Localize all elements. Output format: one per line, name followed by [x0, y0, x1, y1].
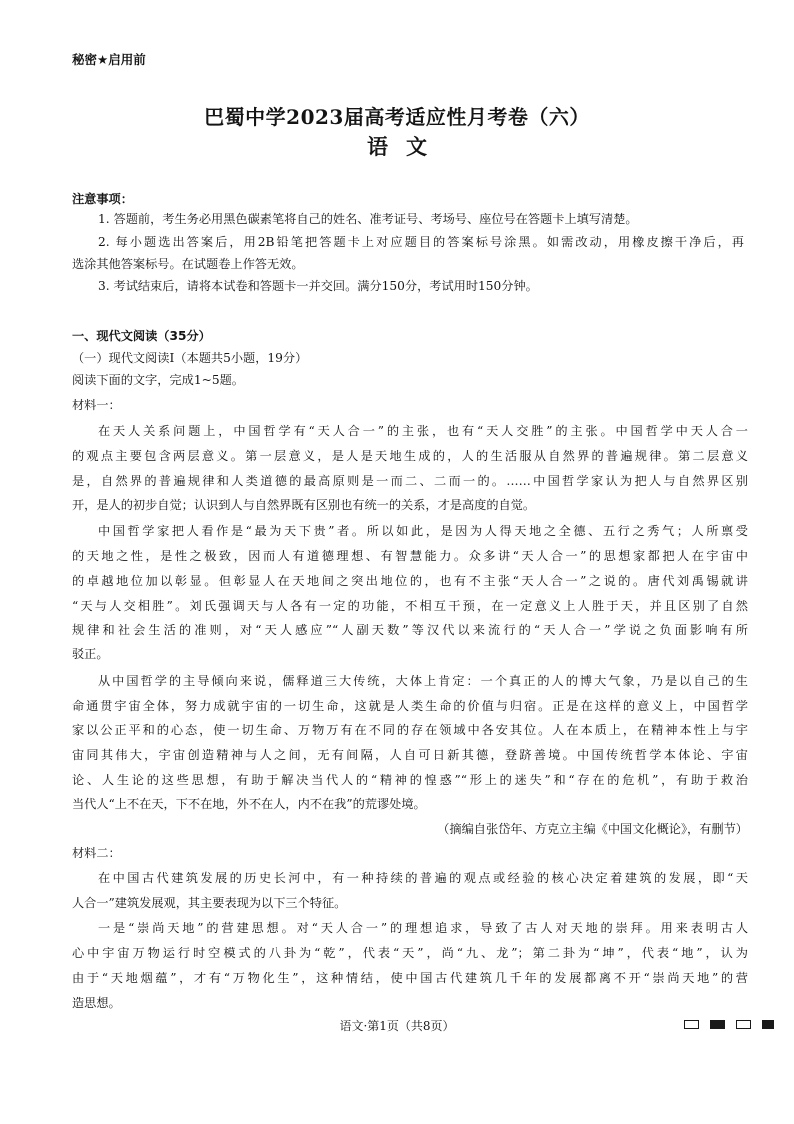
- reading-instruction: 阅读下面的文字，完成1~5题。: [72, 373, 244, 387]
- notice-item-2: 2. 每小题选出答案后，用2B铅笔把答题卡上对应题目的答案标号涂黑。如需改动，用橡皮擦干净后，再: [98, 235, 744, 249]
- paragraph-line: 人合一”建筑发展观，其主要表现为以下三个特征。: [72, 896, 347, 910]
- subsection-heading: （一）现代文阅读Ⅰ（本题共5小题，19分）: [72, 351, 308, 365]
- subject-title: 语文: [367, 134, 445, 159]
- paragraph-line: 命通贯宇宙全体，努力成就宇宙的一切生命，这就是人类生命的价值与归宿。正是在这样的意义上，中国哲学: [72, 699, 748, 713]
- exam-title: 巴蜀中学2023届高考适应性月考卷（六）: [204, 105, 590, 129]
- paragraph-line: 是，自然界的普遍规律和人类道德的最高原则是一而二、二而一的。……中国哲学家认为把人与自然界区别: [72, 474, 748, 488]
- paragraph-line: 在中国古代建筑发展的历史长河中，有一种持续的普遍的观点或经验的核心决定着建筑的发展，即“天: [98, 871, 748, 885]
- paragraph-line: 心中宇宙万物运行时空模式的八卦为“乾”，代表“天”，尚“九、龙”；第二卦为“坤”，代表“地”，认为: [72, 946, 748, 960]
- paragraph-line: 的卓越地位加以彰显。但彰显人在天地间之突出地位的，也有不主张“天人合一”之说的。唐代刘禹锡就讲: [72, 574, 748, 588]
- paragraph-line: 开，是人的初步自觉；认识到人与自然界既有区别也有统一的关系，才是高度的自觉。: [72, 498, 536, 512]
- paragraph-line: 家以公正平和的心态，使一切生命、万物万有在不同的存在领域中各安其位。人在本质上，在精神本性上与宇: [72, 723, 748, 737]
- paragraph-line: 中国哲学家把人看作是“最为天下贵”者。所以如此，是因为人得天地之全德、五行之秀气；人所禀受: [98, 524, 748, 538]
- material-1-label: 材料一：: [72, 398, 121, 412]
- paragraph-line: 从中国哲学的主导倾向来说，儒释道三大传统，大体上肯定：一个真正的人的博大气象，乃是以自己的生: [98, 674, 748, 688]
- notice-heading: 注意事项：: [72, 192, 133, 206]
- paragraph-line: “天与人交相胜”。刘氏强调天与人各有一定的功能，不相互干预，在一定意义上人胜于天，并且区别了自然: [72, 599, 748, 613]
- paragraph-line: 当代人“上不在天，下不在地，外不在人，内不在我”的荒谬处境。: [72, 797, 426, 811]
- section-heading: 一、现代文阅读（35分）: [72, 329, 211, 343]
- paragraph-line: 在天人关系问题上，中国哲学有“天人合一”的主张，也有“天人交胜”的主张。中国哲学中天人合一: [98, 424, 748, 438]
- paragraph-line: 造思想。: [72, 996, 121, 1010]
- scan-mark-open: [736, 1020, 751, 1029]
- paragraph-line: 宙同其伟大，宇宙创造精神与人之间，无有间隔，人自可日新其德，登跻善境。中国传统哲学本体论、宇宙: [72, 748, 748, 762]
- source-citation: （摘编自张岱年、方克立主编《中国文化概论》，有删节）: [437, 822, 748, 836]
- paragraph-line: 一是“崇尚天地”的营建思想。对“天人合一”的理想追求，导致了古人对天地的崇拜。用来表明古人: [98, 921, 748, 935]
- notice-item-3: 3. 考试结束后，请将本试卷和答题卡一并交回。满分150分，考试用时150分钟。: [98, 279, 538, 293]
- scan-mark-filled: [710, 1020, 725, 1029]
- confidential-label: 秘密★启用前: [72, 52, 146, 67]
- scan-mark-open: [684, 1020, 699, 1029]
- notice-item-1: 1. 答题前，考生务必用黑色碳素笔将自己的姓名、准考证号、考场号、座位号在答题卡上填写清楚。: [98, 212, 638, 226]
- paragraph-line: 的天地之性，是性之极致，因而人有道德理想、有智慧能力。众多讲“天人合一”的思想家都把人在宇宙中: [72, 549, 748, 563]
- notice-item-2-cont: 选涂其他答案标号。在试题卷上作答无效。: [72, 257, 304, 271]
- paragraph-line: 论、人生论的这些思想，有助于解决当代人的“精神的惶惑”“形上的迷失”和“存在的危机”，有助于救治: [72, 773, 748, 787]
- scan-mark-filled: [762, 1020, 774, 1029]
- paragraph-line: 规律和社会生活的准则，对“天人感应”“人副天数”等汉代以来流行的“天人合一”学说之负面影响有所: [72, 623, 748, 637]
- page-number: 语文·第1页（共8页）: [339, 1019, 455, 1033]
- material-2-label: 材料二：: [72, 846, 121, 860]
- paragraph-line: 驳正。: [72, 647, 109, 661]
- paragraph-line: 的观点主要包含两层意义。第一层意义，是人是天地生成的，人的生活服从自然界的普遍规律。第二层意义: [72, 449, 748, 463]
- paragraph-line: 由于“天地烟蕴”，才有“万物化生”，这种情结，使中国古代建筑几千年的发展都离不开“崇尚天地”的营: [72, 971, 748, 985]
